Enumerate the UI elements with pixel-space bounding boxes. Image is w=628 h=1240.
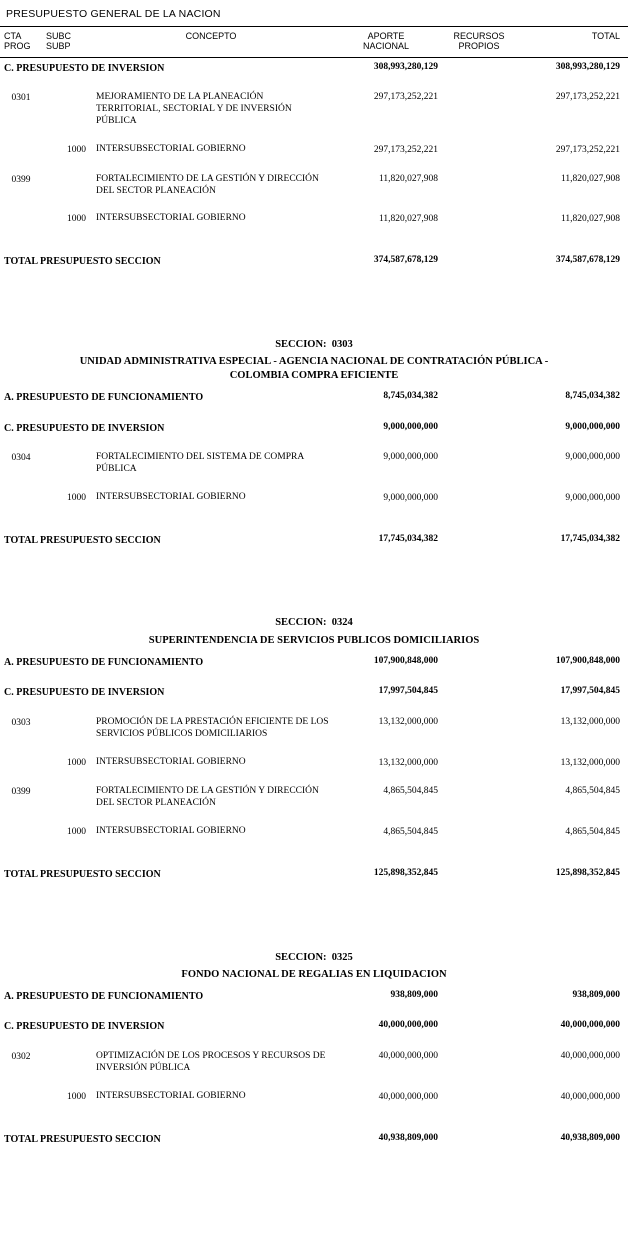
table-header-row bbox=[0, 27, 628, 57]
row-spacer bbox=[0, 78, 628, 88]
cell-aporte-nacional: 17,745,034,382 bbox=[378, 533, 439, 544]
cell-subc-subp bbox=[42, 448, 90, 479]
cell-recursos-propios bbox=[440, 782, 518, 813]
cell-recursos-propios bbox=[440, 170, 518, 201]
cell-recursos-propios bbox=[440, 530, 518, 551]
section-label: SECCION: bbox=[275, 951, 327, 963]
section-number-line bbox=[0, 616, 628, 630]
cell-recursos-propios bbox=[440, 1047, 518, 1078]
cell-cta-prog: 0399 bbox=[11, 787, 31, 798]
cell-concepto: TOTAL PRESUPUESTO SECCION bbox=[4, 1133, 161, 1145]
cell-total: 13,132,000,000 bbox=[560, 716, 621, 727]
table-row bbox=[0, 448, 628, 479]
cell-recursos-propios bbox=[440, 210, 518, 229]
row-spacer bbox=[0, 160, 628, 170]
section-gap bbox=[0, 885, 628, 925]
cell-concepto: C. PRESUPUESTO DE INVERSION bbox=[4, 687, 165, 699]
cell-total: 297,173,252,221 bbox=[555, 92, 620, 103]
section-number: 0303 bbox=[331, 338, 353, 350]
cell-recursos-propios bbox=[440, 864, 518, 885]
cell-recursos-propios bbox=[440, 682, 518, 703]
document-title: PRESUPUESTO GENERAL DE LA NACION bbox=[6, 8, 221, 20]
cell-aporte-nacional: 17,997,504,845 bbox=[378, 686, 439, 697]
cell-aporte-nacional: 11,820,027,908 bbox=[378, 214, 438, 225]
cell-subc-subp: 1000 bbox=[67, 1091, 86, 1102]
cell-concepto: C. PRESUPUESTO DE INVERSION bbox=[4, 422, 165, 434]
section-number: 0325 bbox=[331, 951, 353, 963]
cell-total: 4,865,504,845 bbox=[565, 786, 621, 797]
section-gap bbox=[0, 1149, 628, 1189]
table-row bbox=[0, 170, 628, 201]
row-spacer bbox=[0, 842, 628, 864]
cell-recursos-propios bbox=[440, 141, 518, 160]
section-heading bbox=[0, 338, 628, 384]
cell-aporte-nacional: 9,000,000,000 bbox=[383, 493, 439, 504]
section-gap bbox=[0, 550, 628, 590]
cell-cta-prog bbox=[0, 754, 42, 773]
cell-total: 308,993,280,129 bbox=[555, 61, 620, 72]
header-aporte-line2: NACIONAL bbox=[362, 41, 409, 52]
cell-total: 9,000,000,000 bbox=[565, 493, 621, 504]
cell-total: 40,000,000,000 bbox=[560, 1050, 621, 1061]
budget-section bbox=[0, 58, 628, 312]
table-row bbox=[0, 986, 628, 1007]
table-row bbox=[0, 1016, 628, 1037]
cell-subc-subp: 1000 bbox=[67, 493, 86, 504]
cell-recursos-propios bbox=[440, 387, 518, 408]
cell-concepto: INTERSUBSECTORIAL GOBIERNO bbox=[96, 143, 246, 154]
cell-total: 40,000,000,000 bbox=[560, 1091, 621, 1102]
cell-subc-subp bbox=[42, 1047, 90, 1078]
cell-concepto: INTERSUBSECTORIAL GOBIERNO bbox=[96, 826, 246, 837]
cell-recursos-propios bbox=[440, 418, 518, 439]
budget-table bbox=[0, 58, 628, 272]
cell-subc-subp bbox=[42, 88, 90, 131]
cell-total: 374,587,678,129 bbox=[555, 255, 620, 266]
table-row bbox=[0, 141, 628, 160]
cell-total: 11,820,027,908 bbox=[560, 173, 620, 184]
cell-recursos-propios bbox=[440, 823, 518, 842]
cell-concepto: FORTALECIMIENTO DE LA GESTIÓN Y DIRECCIÓN DEL SECTOR PLANEACIÓN bbox=[96, 173, 319, 196]
cell-total: 297,173,252,221 bbox=[555, 144, 620, 155]
cell-aporte-nacional: 9,000,000,000 bbox=[383, 452, 439, 463]
cell-concepto: INTERSUBSECTORIAL GOBIERNO bbox=[96, 1090, 246, 1101]
cell-recursos-propios bbox=[440, 1129, 518, 1150]
section-label: SECCION: bbox=[275, 617, 327, 629]
header-recursos-propios bbox=[440, 27, 518, 57]
cell-concepto: FORTALECIMIENTO DE LA GESTIÓN Y DIRECCIÓN DEL SECTOR PLANEACIÓN bbox=[96, 786, 319, 809]
cell-total: 40,000,000,000 bbox=[560, 1020, 621, 1031]
cell-concepto: FORTALECIMIENTO DEL SISTEMA DE COMPRA PÚBLICA bbox=[96, 452, 304, 475]
cell-concepto: C. PRESUPUESTO DE INVERSION bbox=[4, 62, 165, 74]
cell-total: 17,997,504,845 bbox=[560, 686, 621, 697]
row-spacer bbox=[0, 131, 628, 141]
row-spacer bbox=[0, 200, 628, 210]
row-spacer bbox=[0, 703, 628, 713]
cell-total: 40,938,809,000 bbox=[560, 1132, 621, 1143]
cell-concepto: A. PRESUPUESTO DE FUNCIONAMIENTO bbox=[4, 990, 204, 1002]
cell-aporte-nacional: 297,173,252,221 bbox=[373, 144, 438, 155]
cell-aporte-nacional: 40,000,000,000 bbox=[378, 1020, 439, 1031]
budget-section bbox=[0, 951, 628, 1189]
cell-total: 125,898,352,845 bbox=[555, 868, 621, 879]
cell-aporte-nacional: 40,938,809,000 bbox=[378, 1132, 439, 1143]
cell-concepto: A. PRESUPUESTO DE FUNCIONAMIENTO bbox=[4, 656, 204, 668]
cell-concepto: TOTAL PRESUPUESTO SECCION bbox=[4, 256, 161, 268]
column-header-table bbox=[0, 27, 628, 57]
cell-aporte-nacional: 40,000,000,000 bbox=[378, 1050, 439, 1061]
cell-aporte-nacional: 9,000,000,000 bbox=[383, 421, 439, 432]
budget-section bbox=[0, 338, 628, 591]
cell-concepto: TOTAL PRESUPUESTO SECCION bbox=[4, 869, 161, 881]
cell-aporte-nacional: 107,900,848,000 bbox=[373, 655, 439, 666]
cell-subc-subp bbox=[42, 170, 90, 201]
header-subc-line2: SUBP bbox=[46, 41, 71, 52]
section-label: SECCION: bbox=[275, 338, 327, 350]
table-row bbox=[0, 530, 628, 551]
header-subc bbox=[42, 27, 90, 57]
section-entity-name: UNIDAD ADMINISTRATIVA ESPECIAL - AGENCIA NACIONAL DE CONTRATACIÓN PÚBLICA - COLOMBIA COMPRA EFICIENTE bbox=[79, 355, 549, 382]
row-spacer bbox=[0, 672, 628, 682]
cell-aporte-nacional: 40,000,000,000 bbox=[378, 1091, 439, 1102]
cell-total: 9,000,000,000 bbox=[565, 421, 621, 432]
cell-total: 17,745,034,382 bbox=[560, 533, 621, 544]
cell-recursos-propios bbox=[440, 58, 518, 79]
cell-cta-prog bbox=[0, 489, 42, 508]
cell-subc-subp bbox=[42, 713, 90, 744]
cell-recursos-propios bbox=[440, 489, 518, 508]
cell-recursos-propios bbox=[440, 713, 518, 744]
row-spacer bbox=[0, 229, 628, 251]
row-spacer bbox=[0, 408, 628, 418]
table-row bbox=[0, 864, 628, 885]
header-recursos-line2: PROPIOS bbox=[458, 41, 500, 52]
cell-cta-prog: 0399 bbox=[11, 174, 31, 185]
row-spacer bbox=[0, 772, 628, 782]
header-cta-line2: PROG bbox=[4, 41, 31, 52]
budget-table bbox=[0, 986, 628, 1149]
cell-cta-prog bbox=[0, 1088, 42, 1107]
cell-cta-prog: 0303 bbox=[11, 717, 31, 728]
cell-cta-prog bbox=[0, 141, 42, 160]
header-cta-line1: CTA bbox=[4, 31, 22, 41]
row-spacer bbox=[0, 744, 628, 754]
cell-aporte-nacional: 308,993,280,129 bbox=[373, 61, 438, 72]
section-number-line bbox=[0, 338, 628, 352]
row-spacer bbox=[0, 1037, 628, 1047]
cell-subc-subp: 1000 bbox=[67, 827, 86, 838]
cell-total: 8,745,034,382 bbox=[565, 391, 621, 402]
cell-concepto: C. PRESUPUESTO DE INVERSION bbox=[4, 1021, 165, 1033]
cell-concepto: INTERSUBSECTORIAL GOBIERNO bbox=[96, 756, 246, 767]
cell-total: 4,865,504,845 bbox=[565, 827, 621, 838]
table-row bbox=[0, 1129, 628, 1150]
cell-recursos-propios bbox=[440, 1088, 518, 1107]
row-spacer bbox=[0, 1006, 628, 1016]
section-heading bbox=[0, 951, 628, 982]
cell-aporte-nacional: 13,132,000,000 bbox=[378, 716, 439, 727]
cell-cta-prog: 0301 bbox=[11, 93, 31, 104]
cell-concepto: TOTAL PRESUPUESTO SECCION bbox=[4, 534, 161, 546]
cell-aporte-nacional: 4,865,504,845 bbox=[383, 827, 439, 838]
row-spacer bbox=[0, 1107, 628, 1129]
cell-total: 13,132,000,000 bbox=[560, 757, 621, 768]
section-heading bbox=[0, 616, 628, 647]
cell-aporte-nacional: 374,587,678,129 bbox=[373, 255, 438, 266]
table-row bbox=[0, 823, 628, 842]
table-row bbox=[0, 489, 628, 508]
cell-recursos-propios bbox=[440, 754, 518, 773]
header-aporte-nacional bbox=[332, 27, 440, 57]
budget-table bbox=[0, 652, 628, 885]
table-row bbox=[0, 782, 628, 813]
table-row bbox=[0, 754, 628, 773]
section-number-line bbox=[0, 951, 628, 965]
table-row bbox=[0, 58, 628, 79]
header-concepto: CONCEPTO bbox=[185, 31, 237, 41]
cell-concepto: A. PRESUPUESTO DE FUNCIONAMIENTO bbox=[4, 392, 204, 404]
row-spacer bbox=[0, 508, 628, 530]
table-row bbox=[0, 713, 628, 744]
table-row bbox=[0, 652, 628, 673]
cell-total: 11,820,027,908 bbox=[560, 214, 620, 225]
table-row bbox=[0, 1088, 628, 1107]
cell-concepto: PROMOCIÓN DE LA PRESTACIÓN EFICIENTE DE LOS SERVICIOS PÚBLICOS DOMICILIARIOS bbox=[96, 716, 329, 739]
cell-cta-prog: 0302 bbox=[11, 1051, 31, 1062]
row-spacer bbox=[0, 813, 628, 823]
table-row bbox=[0, 210, 628, 229]
header-recursos-line1: RECURSOS bbox=[453, 31, 505, 41]
section-number: 0324 bbox=[331, 617, 353, 629]
section-entity-name: SUPERINTENDENCIA DE SERVICIOS PUBLICOS DOMICILIARIOS bbox=[148, 634, 480, 646]
cell-total: 9,000,000,000 bbox=[565, 452, 621, 463]
table-row bbox=[0, 251, 628, 272]
cell-subc-subp: 1000 bbox=[67, 144, 86, 155]
cell-concepto: OPTIMIZACIÓN DE LOS PROCESOS Y RECURSOS DE INVERSIÓN PÚBLICA bbox=[96, 1050, 326, 1073]
cell-aporte-nacional: 13,132,000,000 bbox=[378, 757, 439, 768]
cell-aporte-nacional: 4,865,504,845 bbox=[383, 786, 439, 797]
budget-sections bbox=[0, 58, 628, 1189]
table-row bbox=[0, 1047, 628, 1078]
header-total: TOTAL bbox=[591, 31, 620, 41]
cell-subc-subp: 1000 bbox=[67, 214, 86, 225]
cell-subc-subp: 1000 bbox=[67, 757, 86, 768]
cell-recursos-propios bbox=[440, 652, 518, 673]
budget-table bbox=[0, 387, 628, 550]
table-row bbox=[0, 387, 628, 408]
cell-recursos-propios bbox=[440, 251, 518, 272]
cell-cta-prog bbox=[0, 823, 42, 842]
row-spacer bbox=[0, 1078, 628, 1088]
cell-aporte-nacional: 125,898,352,845 bbox=[373, 868, 439, 879]
cell-total: 938,809,000 bbox=[572, 989, 621, 1000]
cell-recursos-propios bbox=[440, 986, 518, 1007]
row-spacer bbox=[0, 438, 628, 448]
cell-concepto: MEJORAMIENTO DE LA PLANEACIÓN TERRITORIAL, SECTORIAL Y DE INVERSIÓN PÚBLICA bbox=[96, 92, 292, 126]
cell-concepto: INTERSUBSECTORIAL GOBIERNO bbox=[96, 492, 246, 503]
cell-aporte-nacional: 938,809,000 bbox=[390, 989, 439, 1000]
table-row bbox=[0, 88, 628, 131]
cell-aporte-nacional: 297,173,252,221 bbox=[373, 92, 438, 103]
cell-subc-subp bbox=[42, 782, 90, 813]
cell-cta-prog: 0304 bbox=[11, 453, 31, 464]
section-entity-name: FONDO NACIONAL DE REGALIAS EN LIQUIDACION bbox=[181, 968, 447, 980]
cell-total: 107,900,848,000 bbox=[555, 655, 621, 666]
cell-recursos-propios bbox=[440, 448, 518, 479]
header-cta bbox=[0, 27, 42, 57]
cell-cta-prog bbox=[0, 210, 42, 229]
budget-section bbox=[0, 616, 628, 924]
cell-recursos-propios bbox=[440, 88, 518, 131]
cell-recursos-propios bbox=[440, 1016, 518, 1037]
header-subc-line1: SUBC bbox=[46, 31, 72, 41]
section-gap bbox=[0, 272, 628, 312]
cell-aporte-nacional: 8,745,034,382 bbox=[383, 391, 439, 402]
header-aporte-line1: APORTE bbox=[367, 31, 405, 41]
table-row bbox=[0, 418, 628, 439]
row-spacer bbox=[0, 479, 628, 489]
table-row bbox=[0, 682, 628, 703]
cell-aporte-nacional: 11,820,027,908 bbox=[378, 173, 438, 184]
cell-concepto: INTERSUBSECTORIAL GOBIERNO bbox=[96, 213, 246, 224]
